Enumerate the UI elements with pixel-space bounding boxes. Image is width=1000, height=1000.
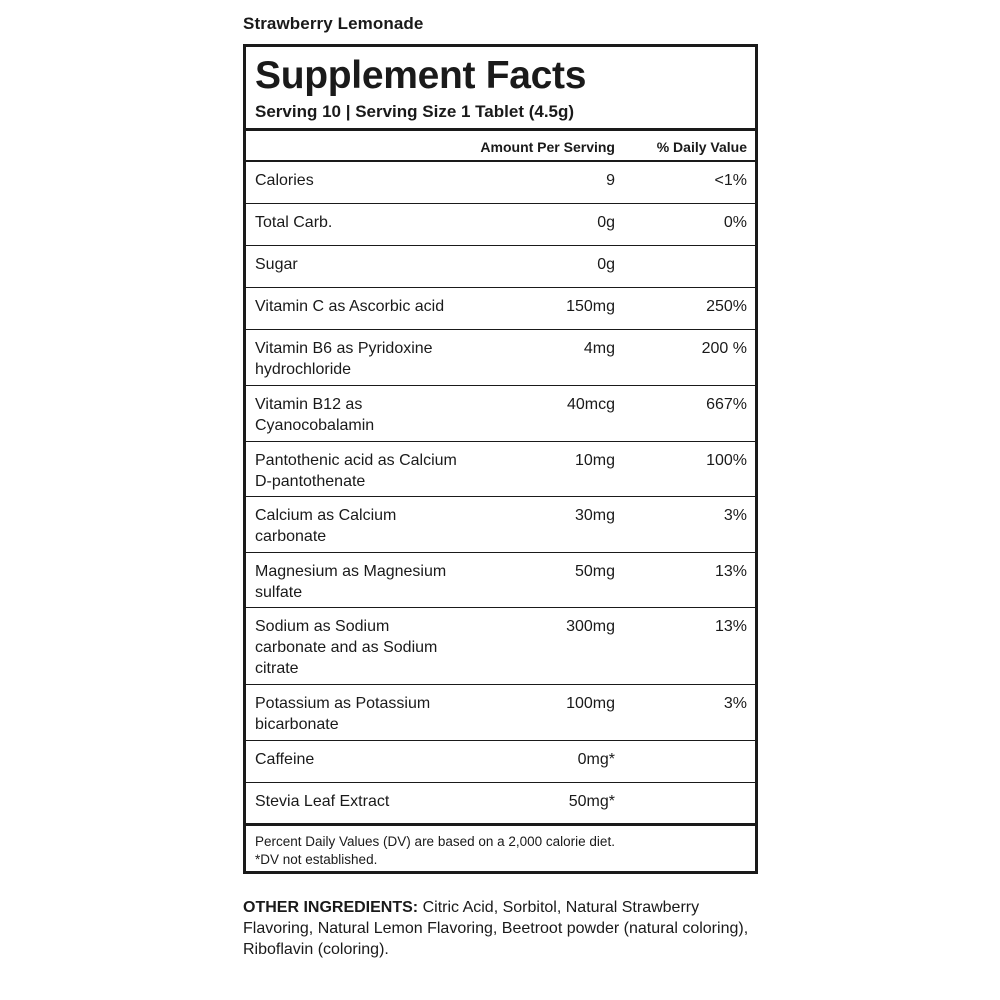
panel-header — [246, 47, 755, 131]
nutrient-name: Total Carb. — [255, 214, 333, 231]
nutrient-amount: 50mg — [574, 563, 615, 580]
nutrient-name: Potassium as Potassium bicarbonate — [255, 695, 431, 733]
column-header-daily-value: % Daily Value — [656, 139, 747, 155]
nutrient-row — [246, 386, 755, 442]
nutrient-daily-value: 100% — [706, 452, 747, 469]
nutrient-daily-value: <1% — [714, 172, 747, 189]
nutrient-amount: 10mg — [574, 452, 615, 469]
nutrient-daily-value: 200 % — [701, 340, 747, 357]
nutrient-daily-value: 3% — [723, 507, 747, 524]
daily-value-footnote — [255, 833, 615, 869]
nutrient-name: Stevia Leaf Extract — [255, 793, 390, 810]
nutrient-amount: 150mg — [566, 298, 615, 315]
nutrient-daily-value: 13% — [714, 563, 747, 580]
nutrient-row — [246, 246, 755, 288]
nutrient-row — [246, 162, 755, 204]
nutrient-name: Vitamin B12 as Cyanocobalamin — [255, 396, 375, 434]
nutrient-name: Magnesium as Magnesium sulfate — [255, 563, 447, 601]
nutrient-daily-value: 3% — [723, 695, 747, 712]
nutrient-amount: 300mg — [566, 618, 615, 635]
nutrient-amount: 50mg* — [568, 793, 615, 810]
nutrient-row — [246, 553, 755, 608]
nutrient-amount: 0g — [597, 256, 615, 273]
nutrient-name: Vitamin C as Ascorbic acid — [255, 298, 445, 315]
nutrient-row — [246, 685, 755, 741]
nutrient-daily-value: 667% — [706, 396, 747, 413]
nutrient-name: Sodium as Sodium carbonate and as Sodium citrate — [255, 618, 438, 677]
nutrient-name: Caffeine — [255, 751, 315, 768]
column-header-amount: Amount Per Serving — [480, 139, 615, 155]
other-ingredients-text: Citric Acid, Sorbitol, Natural Strawberry Flavoring, Natural Lemon Flavoring, Beetroot powder (natural coloring), Riboflavin (coloring). — [243, 899, 749, 958]
nutrient-daily-value: 0% — [723, 214, 747, 231]
serving-info: Serving 10 | Serving Size 1 Tablet (4.5g) — [255, 102, 575, 121]
nutrient-row — [246, 608, 755, 685]
nutrient-name: Sugar — [255, 256, 298, 273]
nutrient-daily-value: 250% — [706, 298, 747, 315]
footnote-line: *DV not established. — [255, 852, 378, 867]
other-ingredients-label: OTHER INGREDIENTS: — [243, 899, 419, 916]
nutrient-row — [246, 497, 755, 553]
nutrient-amount: 0mg* — [577, 751, 615, 768]
nutrient-amount: 4mg — [583, 340, 615, 357]
nutrient-daily-value: 13% — [714, 618, 747, 635]
panel-title: Supplement Facts — [255, 54, 587, 97]
nutrient-amount: 40mcg — [566, 396, 615, 413]
nutrient-name: Vitamin B6 as Pyridoxine hydrochloride — [255, 340, 433, 378]
nutrient-name: Calcium as Calcium carbonate — [255, 507, 397, 545]
supplement-facts-panel — [243, 44, 758, 874]
nutrient-name: Calories — [255, 172, 314, 189]
nutrient-amount: 9 — [606, 172, 615, 189]
nutrient-row — [246, 741, 755, 783]
nutrient-name: Pantothenic acid as Calcium D-pantothenate — [255, 452, 457, 490]
nutrient-row — [246, 204, 755, 246]
product-name: Strawberry Lemonade — [243, 14, 424, 33]
other-ingredients — [243, 897, 763, 960]
nutrient-row — [246, 442, 755, 497]
nutrient-amount: 0g — [597, 214, 615, 231]
nutrient-row — [246, 288, 755, 330]
nutrient-row — [246, 783, 755, 826]
nutrient-row — [246, 330, 755, 386]
footnote-line: Percent Daily Values (DV) are based on a 2,000 calorie diet. — [255, 834, 615, 849]
nutrient-amount: 30mg — [574, 507, 615, 524]
nutrient-amount: 100mg — [566, 695, 615, 712]
